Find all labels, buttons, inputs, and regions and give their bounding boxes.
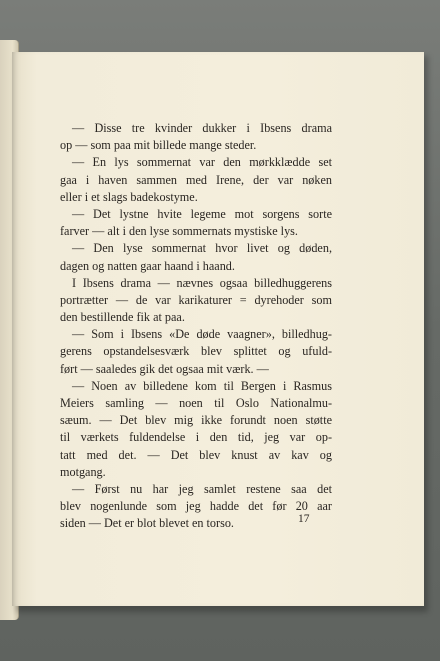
text-line: gerens opstandelsesværk blev splittet og ufuld-	[60, 344, 332, 359]
text-line: dagen og natten gaar haand i haand.	[60, 258, 235, 273]
text-line: ført — saaledes gik det ogsaa mit værk. —	[60, 361, 269, 376]
text-line: — En lys sommernat var den mørkklædde set	[72, 155, 332, 170]
text-line: sæum. — Det blev mig ikke forundt noen støtte	[60, 413, 332, 428]
page-number: 17	[298, 513, 310, 525]
text-line: eller i et slags badekostyme.	[60, 189, 198, 204]
text-line: gaa i haven sammen med Irene, der var nøken	[60, 172, 332, 187]
body-text	[60, 120, 332, 533]
text-line: blev nogenlunde som jeg hadde det før 20 aar	[60, 499, 332, 514]
text-line: — Det lystne hvite legeme mot sorgens sorte	[72, 206, 332, 221]
text-line: portrætter — de var karikaturer = dyrehoder som	[60, 292, 332, 307]
text-line: til værkets fuldendelse i den tid, jeg var op-	[60, 430, 332, 445]
text-line: Meiers samling — noen til Oslo Nationalmu-	[60, 396, 332, 410]
text-line: — Først nu har jeg samlet restene saa det	[72, 481, 332, 496]
text-line: — Noen av billedene kom til Bergen i Rasmus	[72, 378, 332, 393]
text-line: op — som paa mit billede mange steder.	[60, 138, 257, 153]
text-line: motgang.	[60, 464, 106, 479]
text-line: siden — Det er blot blevet en torso.	[60, 516, 234, 531]
text-line: farver — alt i den lyse sommernats mystiske lys.	[60, 224, 298, 239]
text-line: I Ibsens drama — nævnes ogsaa billedhuggerens	[72, 275, 332, 290]
text-line: — Disse tre kvinder dukker i Ibsens drama	[72, 121, 332, 135]
text-line: den bestillende fik at paa.	[60, 310, 185, 325]
text-line: — Den lyse sommernat hvor livet og døden,	[72, 241, 332, 256]
book-page	[12, 52, 424, 606]
text-line: — Som i Ibsens «De døde vaagner», billedhug-	[72, 327, 332, 342]
text-line: tatt med det. — Det blev knust av kav og	[60, 447, 332, 462]
